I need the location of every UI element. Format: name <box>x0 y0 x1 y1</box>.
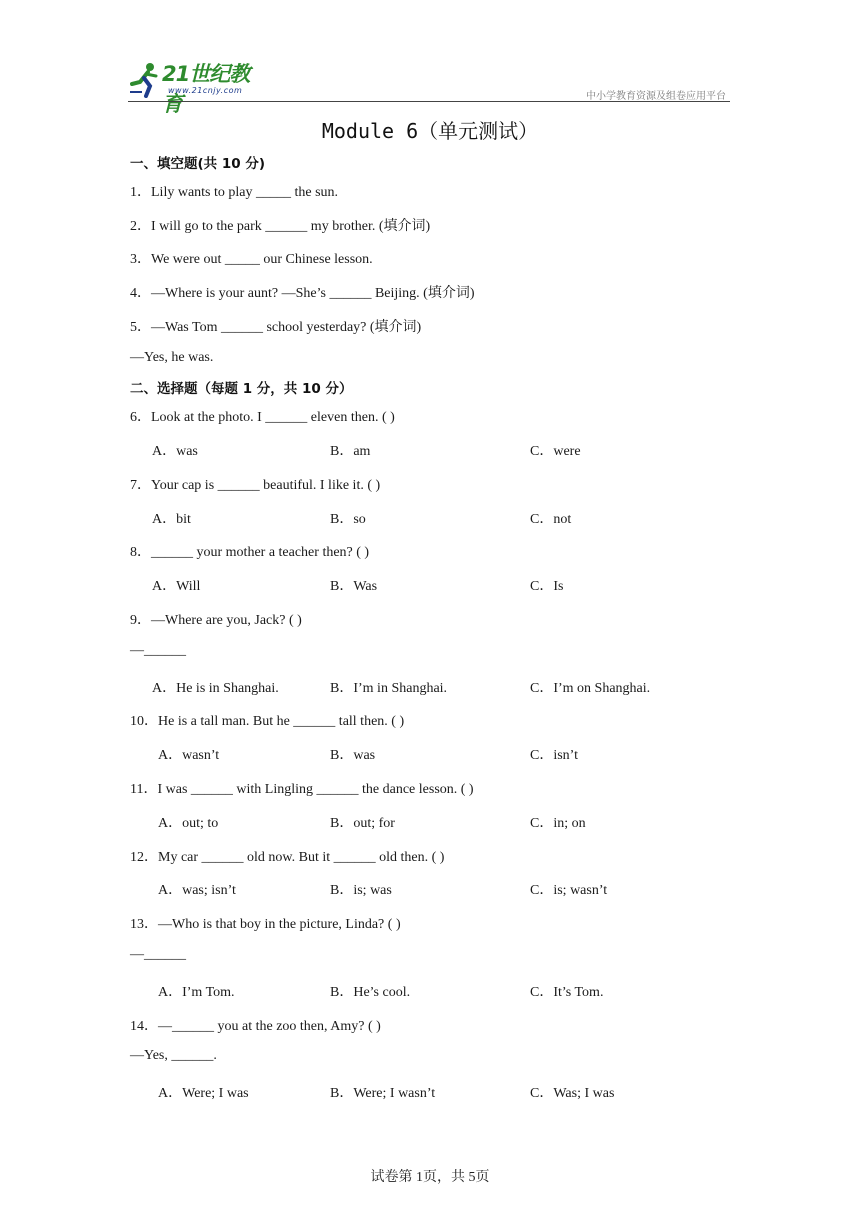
logo-brand: 21世纪教育 <box>162 62 250 116</box>
question-8-option-b: B．Was <box>330 579 378 594</box>
logo <box>128 58 268 116</box>
section-heading-fill-blank: 一、填空题(共 10 分) <box>130 156 266 172</box>
question-6-stem: 6．Look at the photo. I ______ eleven then. ( ) <box>130 410 395 425</box>
question-9-option-c: C．I’m on Shanghai. <box>530 681 651 696</box>
question-12-stem: 12．My car ______ old now. But it ______ old then. ( ) <box>130 850 445 865</box>
question-10-option-a: A．wasn’t <box>158 748 220 763</box>
question-3: 3．We were out _____ our Chinese lesson. <box>130 252 373 267</box>
question-11-option-b: B．out; for <box>330 816 395 831</box>
question-9-response: —______ <box>130 643 186 658</box>
question-2: 2．I will go to the park ______ my brother. (填介词) <box>130 219 431 234</box>
running-man-icon <box>128 62 162 98</box>
page-footer: 试卷第 1页，共 5页 <box>370 1170 490 1185</box>
question-14-option-c: C．Was; I was <box>530 1086 615 1101</box>
question-14-stem: 14．—______ you at the zoo then, Amy? ( ) <box>130 1019 381 1034</box>
question-10-stem: 10．He is a tall man. But he ______ tall then. ( ) <box>130 714 405 729</box>
question-7-option-b: B．so <box>330 512 366 527</box>
question-5: 5．—Was Tom ______ school yesterday? (填介词) <box>130 320 422 335</box>
header-divider <box>128 101 730 102</box>
question-4: 4．—Where is your aunt? —She’s ______ Beijing. (填介词) <box>130 286 475 301</box>
question-10-option-c: C．isn’t <box>530 748 578 763</box>
question-12-option-c: C．is; wasn’t <box>530 883 608 898</box>
logo-url: www.21cnjy.com <box>168 86 243 95</box>
question-9-option-a: A．He is in Shanghai. <box>152 681 279 696</box>
question-5-answer: —Yes, he was. <box>130 350 214 365</box>
question-8-option-a: A．Will <box>152 579 201 594</box>
question-13-option-b: B．He’s cool. <box>330 985 411 1000</box>
question-13-option-a: A．I’m Tom. <box>158 985 235 1000</box>
question-8-option-c: C．Is <box>530 579 564 594</box>
question-13-response: —______ <box>130 947 186 962</box>
page-title: Module 6（单元测试） <box>321 119 539 143</box>
question-14-option-b: B．Were; I wasn’t <box>330 1086 436 1101</box>
question-7-option-c: C．not <box>530 512 572 527</box>
question-8-stem: 8．______ your mother a teacher then? ( ) <box>130 545 370 560</box>
header-tagline: 中小学教育资源及组卷应用平台 <box>586 91 726 102</box>
page-header <box>128 58 730 116</box>
question-7-stem: 7．Your cap is ______ beautiful. I like it. ( ) <box>130 478 381 493</box>
question-9-option-b: B．I’m in Shanghai. <box>330 681 448 696</box>
question-6-option-a: A．was <box>152 444 198 459</box>
question-13-stem: 13．—Who is that boy in the picture, Linda? ( ) <box>130 917 401 932</box>
question-6-option-b: B．am <box>330 444 371 459</box>
question-9-stem: 9．—Where are you, Jack? ( ) <box>130 613 302 628</box>
question-10-option-b: B．was <box>330 748 376 763</box>
question-11-option-c: C．in; on <box>530 816 586 831</box>
question-7-option-a: A．bit <box>152 512 191 527</box>
question-12-option-b: B．is; was <box>330 883 392 898</box>
question-1: 1．Lily wants to play _____ the sun. <box>130 185 339 200</box>
question-11-stem: 11．I was ______ with Lingling ______ the dance lesson. ( ) <box>130 782 474 797</box>
question-6-option-c: C．were <box>530 444 581 459</box>
question-13-option-c: C．It’s Tom. <box>530 985 604 1000</box>
question-11-option-a: A．out; to <box>158 816 219 831</box>
section-heading-choice: 二、选择题（每题 1 分，共 10 分） <box>130 381 353 397</box>
question-14-option-a: A．Were; I was <box>158 1086 249 1101</box>
question-12-option-a: A．was; isn’t <box>158 883 236 898</box>
question-14-response: —Yes, ______. <box>130 1048 217 1063</box>
